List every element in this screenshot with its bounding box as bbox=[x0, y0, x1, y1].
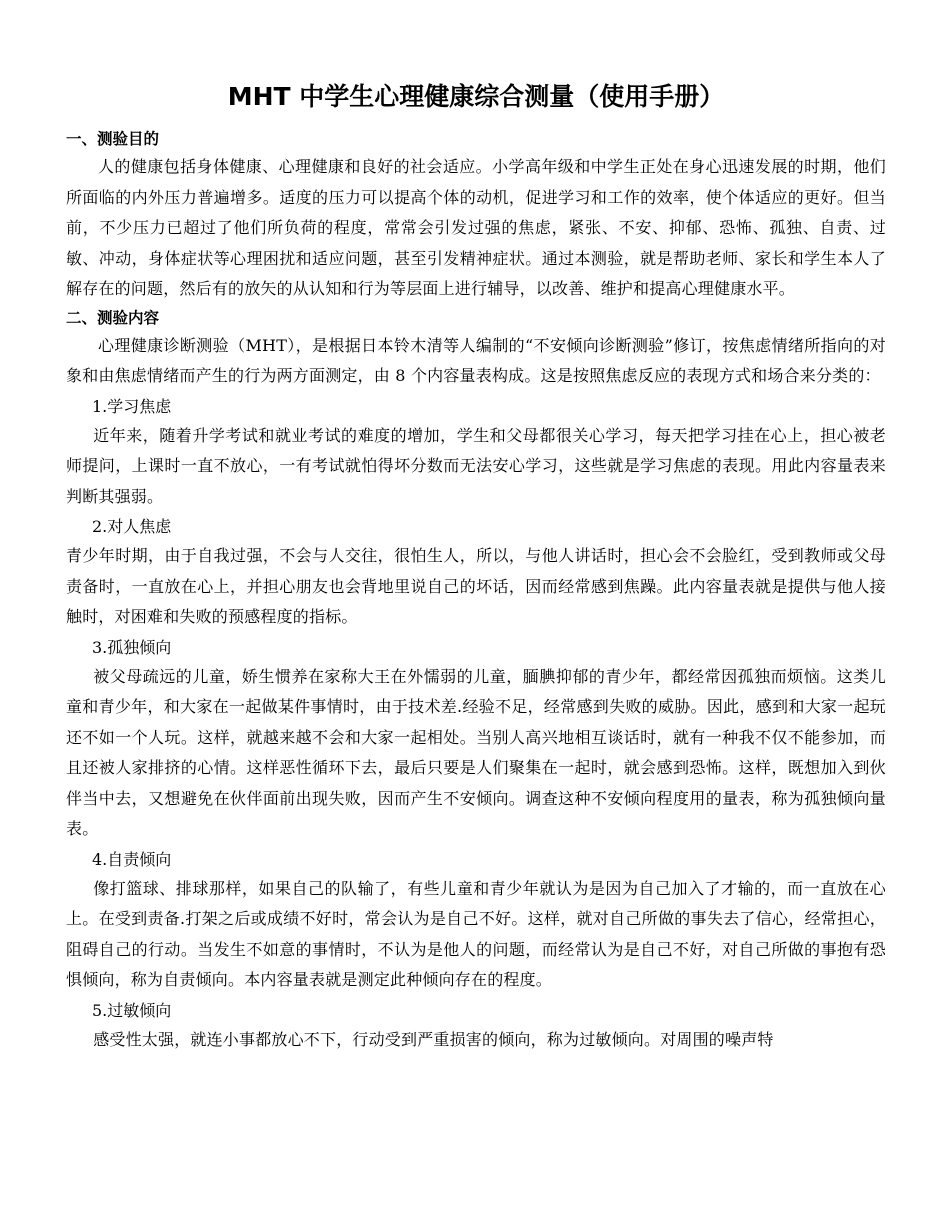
item-text-social-anxiety: 青少年时期，由于自我过强，不会与人交往，很怕生人，所以，与他人讲话时，担心会不会脸红，受到教师或父母责备时，一直放在心上，并担心朋友也会背地里说自己的坏话，因而经常感到焦躁。此内容量表就是提供与他人接触时，对困难和失败的预感程度的指标。 bbox=[66, 546, 886, 626]
item-text-self-blame: 像打篮球、排球那样，如果自己的队输了，有些儿童和青少年就认为是因为自己加入了才输的，而一直放在心上。在受到责备.打架之后或成绩不好时，常会认为是自己不好。这样，就对自己所做的事失去了信心，经常担心，阻碍自己的行动。当发生不如意的事情时，不认为是他人的问题，而经常认为是自己不好，对自己所做的事抱有恐惧倾向，称为自责倾向。本内容量表就是测定此种倾向存在的程度。 bbox=[66, 878, 886, 989]
content-intro-paragraph: 心理健康诊断测验（MHT），是根据日本铃木清等人编制的“不安倾向诊断测验”修订，按焦虑情绪所指向的对象和由焦虑情绪而产生的行为两方面测定，由 8 个内容量表构成。这是按照焦虑反应的表现方式和场合来分类的： bbox=[66, 335, 886, 385]
item-title-social-anxiety: 2.对人焦虑 bbox=[92, 517, 172, 536]
item-text-loneliness: 被父母疏远的儿童，娇生惯养在家称大王在外懦弱的儿童，腼腆抑郁的青少年，都经常因孤独而烦恼。这类儿童和青少年，和大家在一起做某件事情时，由于技术差.经验不足，经常感到失败的威胁。因此，感到和大家一起玩还不如一个人玩。这样，就越来越不会和大家一起相处。当别人高兴地相互谈话时，就有一种我不仅不能参加，而且还被人家排挤的心情。这样恶性循环下去，最后只要是人们聚集在一起时，就会感到恐怖。这样，既想加入到伙伴当中去，又想避免在伙伴面前出现失败，因而产生不安倾向。调查这种不安倾向程度用的量表，称为孤独倾向量表。 bbox=[66, 666, 886, 838]
section-heading-purpose: 一、测验目的 bbox=[66, 130, 160, 148]
document-page bbox=[66, 78, 886, 1055]
document-title: MHT 中学生心理健康综合测量（使用手册） bbox=[227, 82, 725, 111]
item-title-study-anxiety: 1.学习焦虑 bbox=[92, 396, 172, 416]
item-title-loneliness: 3.孤独倾向 bbox=[92, 637, 172, 657]
item-text-study-anxiety: 近年来，随着升学考试和就业考试的难度的增加，学生和父母都很关心学习，每天把学习挂在心上，担心被老师提问，上课时一直不放心，一有考试就怕得坏分数而无法安心学习，这些就是学习焦虑的表现。用此内容量表来判断其强弱。 bbox=[66, 425, 886, 506]
item-title-sensitivity: 5.过敏倾向 bbox=[92, 1000, 172, 1020]
item-text-sensitivity: 感受性太强，就连小事都放心不下，行动受到严重损害的倾向，称为过敏倾向。对周围的噪声特 bbox=[93, 1029, 774, 1049]
section-heading-content: 二、测验内容 bbox=[66, 308, 160, 327]
purpose-paragraph: 人的健康包括身体健康、心理健康和良好的社会适应。小学高年级和中学生正处在身心迅速发展的时期，他们所面临的内外压力普遍增多。适度的压力可以提高个体的动机，促进学习和工作的效率，使个体适应的更好。但当前，不少压力已超过了他们所负荷的程度，常常会引发过强的焦虑，紧张、不安、抑郁、恐怖、孤独、自责、过敏、冲动，身体症状等心理困扰和适应问题，甚至引发精神症状。通过本测验，就是帮助老师、家长和学生本人了解存在的问题，然后有的放矢的从认知和行为等层面上进行辅导，以改善、维护和提高心理健康水平。 bbox=[66, 157, 886, 298]
item-title-self-blame: 4.自责倾向 bbox=[92, 849, 172, 869]
